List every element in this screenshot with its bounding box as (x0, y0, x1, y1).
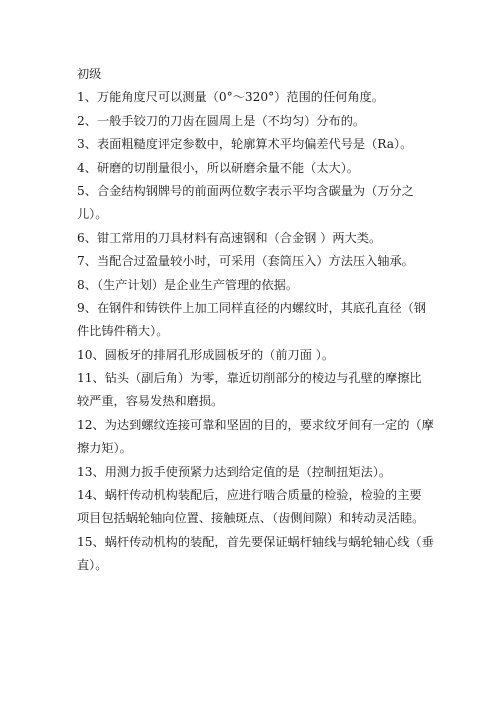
question-line-15-cont: 直）。 (77, 558, 108, 573)
question-line-13: 13、用测力扳手使预紧力达到给定值的是（控制扭矩法）。 (77, 464, 392, 479)
question-line-3: 3、表面粗糙度评定参数中，轮廓算术平均偏差代号是（Ra）。 (77, 137, 413, 152)
question-line-5: 5、合金结构钢牌号的前面两位数字表示平均含碳量为（万分之 (77, 183, 414, 198)
question-line-8: 8、（生产计划）是企业生产管理的依据。 (77, 277, 299, 292)
question-line-12: 12、为达到螺纹连接可靠和坚固的目的，要求纹牙间有一定的（摩 (77, 417, 434, 432)
question-line-15: 15、蜗杆传动机构的装配，首先要保证蜗杆轴线与蜗轮轴心线（垂 (77, 534, 434, 549)
question-line-14-cont: 项目包括蜗轮轴向位置、接触斑点、（齿侧间隙）和转动灵活睦。 (77, 511, 425, 526)
level-heading: 初级 (77, 67, 102, 81)
question-line-11-cont: 较严重，容易发热和磨损。 (77, 394, 224, 409)
question-line-5-cont: 儿）。 (77, 207, 108, 222)
question-line-6: 6、钳工常用的刀具材料有高速钢和（合金钢 ）两大类。 (77, 230, 382, 245)
question-line-9-cont: 件比铸件稍大）。 (77, 324, 169, 339)
question-line-10: 10、圆板牙的排屑孔形成圆板牙的（前刀面 ）。 (77, 347, 335, 362)
question-line-9: 9、在钢件和铸铁件上加工同样直径的内螺纹时，其底孔直径（钢 (77, 300, 427, 315)
question-line-1: 1、万能角度尺可以测量（0°～320°）范围的任何角度。 (77, 90, 384, 105)
question-line-4: 4、研磨的切削量很小，所以研磨余量不能（太大）。 (77, 160, 359, 175)
document-body (77, 63, 434, 578)
question-line-11: 11、钻头（副后角）为零，靠近切削部分的棱边与孔壁的摩擦比 (77, 371, 422, 386)
question-line-12-cont: 擦力矩）。 (77, 441, 132, 456)
question-line-2: 2、一般手铰刀的刀齿在圆周上是（不均匀）分布的。 (77, 113, 366, 128)
question-line-7: 7、当配合过盈量较小时，可采用（套筒压入）方法压入轴承。 (77, 254, 414, 269)
question-line-14: 14、蜗杆传动机构装配后，应进行啮合质量的检验，检验的主要 (77, 488, 422, 503)
